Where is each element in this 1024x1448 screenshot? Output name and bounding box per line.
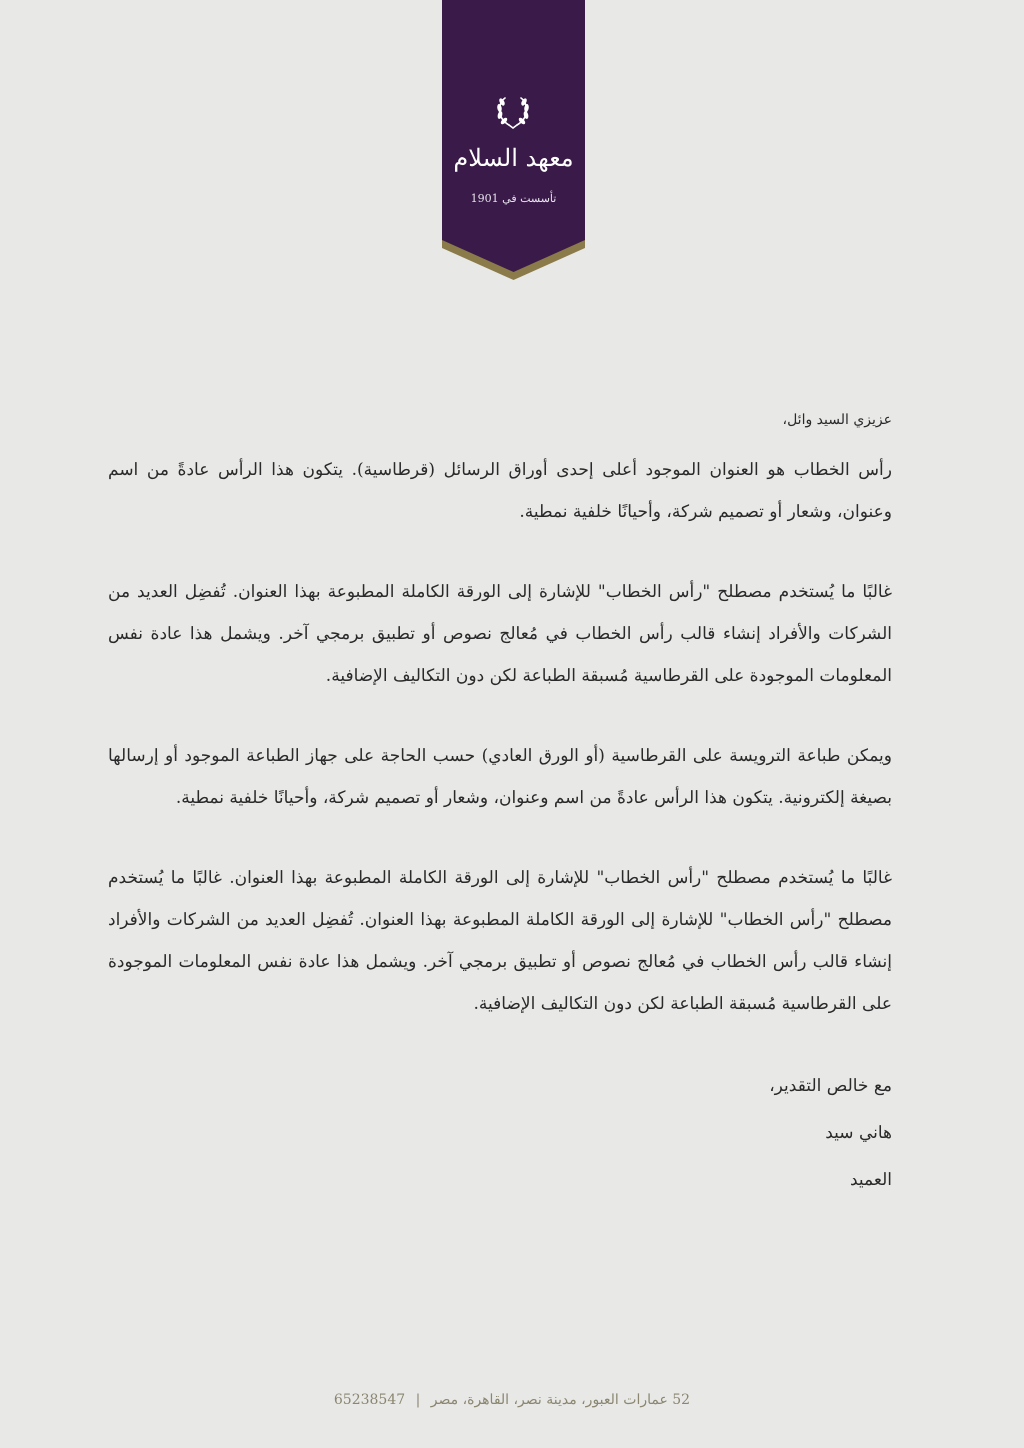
footer-separator: | [415,1392,421,1408]
paragraph-3: ويمكن طباعة الترويسة على القرطاسية (أو الورق العادي) حسب الحاجة على جهاز الطباعة الموجود أو إرسالها بصيغة إلكترونية. يتكون هذا الرأس عادةً من اسم وعنوان، وشعار أو تصميم شركة، وأحيانًا خلفية نمطية. [108,746,892,808]
letter-body [108,405,892,1204]
footer-phone: 65238547 [333,1392,406,1408]
signer-name: هاني سيد [825,1123,892,1143]
laurel-wreath-icon [491,92,535,132]
signer-title: العميد [850,1170,892,1190]
closing-line: مع خالص التقدير، [769,1076,892,1096]
paragraph-2: غالبًا ما يُستخدم مصطلح "رأس الخطاب" للإشارة إلى الورقة الكاملة المطبوعة بهذا العنوان. تُفضِل العديد من الشركات والأفراد إنشاء قالب رأس الخطاب في مُعالج نصوص أو تطبيق برمجي آخر. ويشمل هذا عادة نفس المعلومات الموجودة على القرطاسية مُسبقة الطباعة لكن دون التكاليف الإضافية. [108,582,892,686]
footer [0,1390,1024,1410]
signature-block [108,1063,892,1204]
established-date: تأسست في 1901 [470,192,557,205]
paragraph-4: غالبًا ما يُستخدم مصطلح "رأس الخطاب" للإشارة إلى الورقة الكاملة المطبوعة بهذا العنوان. غالبًا ما يُستخدم مصطلح "رأس الخطاب" للإشارة إلى الورقة الكاملة المطبوعة بهذا العنوان. تُفضِل العديد من الشركات والأفراد إنشاء قالب رأس الخطاب في مُعالج نصوص أو تطبيق برمجي آخر. ويشمل هذا عادة نفس المعلومات الموجودة على القرطاسية مُسبقة الطباعة لكن دون التكاليف الإضافية. [108,868,892,1014]
greeting: عزيزي السيد وائل، [782,412,892,428]
institute-name: معهد السلام [453,144,574,172]
paragraph-1: رأس الخطاب هو العنوان الموجود أعلى إحدى أوراق الرسائل (قرطاسية). يتكون هذا الرأس عادةً من اسم وعنوان، وشعار أو تصميم شركة، وأحيانًا خلفية نمطية. [108,460,892,522]
footer-address: 52 عمارات العبور، مدينة نصر، القاهرة، مصر [430,1392,691,1408]
